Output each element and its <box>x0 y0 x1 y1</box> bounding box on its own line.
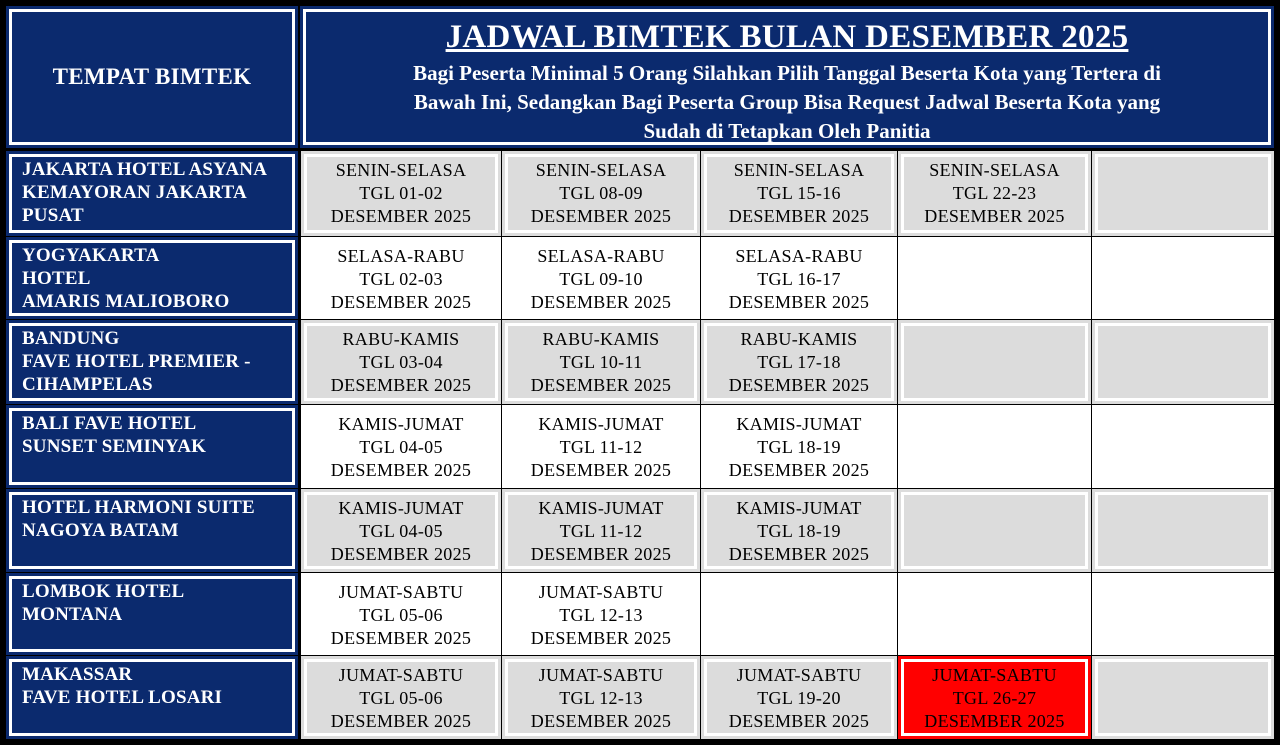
schedule-days: SELASA-RABU <box>537 246 665 266</box>
schedule-cell <box>301 405 501 488</box>
empty-schedule-cell <box>1092 489 1274 572</box>
schedule-month: DESEMBER 2025 <box>728 460 870 480</box>
venue-cell <box>6 405 298 488</box>
subtitle-line: Sudah di Tetapkan Oleh Panitia <box>643 119 931 143</box>
schedule-dates: TGL 04-05 <box>359 437 443 457</box>
schedule-cell <box>502 656 700 739</box>
venue-name-line: HOTEL HARMONI SUITE <box>22 497 255 518</box>
schedule-dates: TGL 18-19 <box>757 437 841 457</box>
empty-schedule-cell <box>701 573 897 655</box>
schedule-cell <box>301 320 501 404</box>
schedule-cell <box>701 320 897 404</box>
schedule-cell <box>301 237 501 319</box>
empty-schedule-cell <box>1092 573 1274 655</box>
empty-schedule-cell <box>898 405 1091 488</box>
schedule-days: JUMAT-SABTU <box>338 665 464 685</box>
subtitle-line: Bawah Ini, Sedangkan Bagi Peserta Group Bisa Request Jadwal Beserta Kota yang <box>413 90 1161 114</box>
venue-cell <box>6 656 298 739</box>
schedule-dates: TGL 26-27 <box>952 688 1037 708</box>
schedule-cell <box>502 237 700 319</box>
schedule-month: DESEMBER 2025 <box>728 711 870 731</box>
venue-name-line: PUSAT <box>22 205 84 226</box>
schedule-cell <box>301 656 501 739</box>
schedule-cell <box>502 405 700 488</box>
schedule-cell <box>502 489 700 572</box>
schedule-dates: TGL 22-23 <box>952 183 1037 203</box>
venue-name-line: FAVE HOTEL LOSARI <box>22 687 223 708</box>
venue-cell <box>6 573 298 655</box>
schedule-dates: TGL 18-19 <box>757 521 841 541</box>
schedule-days: JUMAT-SABTU <box>338 582 464 602</box>
schedule-days: JUMAT-SABTU <box>932 665 1057 685</box>
schedule-month: DESEMBER 2025 <box>530 628 672 648</box>
schedule-days: SENIN-SELASA <box>535 160 667 180</box>
schedule-dates: TGL 01-02 <box>359 183 443 203</box>
empty-schedule-cell <box>898 489 1091 572</box>
schedule-month: DESEMBER 2025 <box>330 711 472 731</box>
schedule-dates: TGL 03-04 <box>359 352 443 372</box>
schedule-month: DESEMBER 2025 <box>330 206 472 226</box>
venue-name-line: AMARIS MALIOBORO <box>22 291 230 312</box>
schedule-dates: TGL 16-17 <box>757 269 841 289</box>
schedule-cell <box>301 573 501 655</box>
schedule-days: KAMIS-JUMAT <box>538 498 664 518</box>
venue-name-line: LOMBOK HOTEL <box>22 581 185 602</box>
schedule-cell <box>701 405 897 488</box>
schedule-dates: TGL 15-16 <box>757 183 841 203</box>
schedule-dates: TGL 05-06 <box>359 688 443 708</box>
venue-column-header <box>6 6 298 148</box>
schedule-days: JUMAT-SABTU <box>538 665 664 685</box>
empty-schedule-cell <box>898 237 1091 319</box>
schedule-cell <box>898 151 1091 236</box>
venue-name-line: SUNSET SEMINYAK <box>22 436 207 457</box>
schedule-cell <box>898 656 1091 739</box>
venue-name-line: CIHAMPELAS <box>22 374 153 395</box>
schedule-month: DESEMBER 2025 <box>530 375 672 395</box>
schedule-dates: TGL 08-09 <box>559 183 643 203</box>
schedule-dates: TGL 05-06 <box>359 605 443 625</box>
schedule-cell <box>701 237 897 319</box>
venue-name-line: YOGYAKARTA <box>22 245 160 266</box>
schedule-days: SELASA-RABU <box>735 246 863 266</box>
empty-schedule-cell <box>1092 237 1274 319</box>
empty-schedule-cell <box>1092 151 1274 236</box>
schedule-month: DESEMBER 2025 <box>530 544 672 564</box>
venue-name-line: JAKARTA HOTEL ASYANA <box>22 159 268 180</box>
schedule-month: DESEMBER 2025 <box>728 375 870 395</box>
venue-cell <box>6 320 298 404</box>
schedule-days: KAMIS-JUMAT <box>736 414 862 434</box>
schedule-dates: TGL 04-05 <box>359 521 443 541</box>
venue-name-line: HOTEL <box>22 268 91 289</box>
schedule-dates: TGL 12-13 <box>559 688 643 708</box>
schedule-dates: TGL 19-20 <box>757 688 841 708</box>
venue-name-line: NAGOYA BATAM <box>22 520 179 541</box>
schedule-days: KAMIS-JUMAT <box>538 414 664 434</box>
schedule-dates: TGL 12-13 <box>559 605 643 625</box>
schedule-month: DESEMBER 2025 <box>530 292 672 312</box>
schedule-header <box>300 6 1274 148</box>
schedule-days: RABU-KAMIS <box>740 329 858 349</box>
schedule-cell <box>701 151 897 236</box>
schedule-days: KAMIS-JUMAT <box>338 414 464 434</box>
subtitle-line: Bagi Peserta Minimal 5 Orang Silahkan Pilih Tanggal Beserta Kota yang Tertera di <box>413 61 1161 85</box>
schedule-days: SELASA-RABU <box>337 246 465 266</box>
empty-schedule-cell <box>1092 320 1274 404</box>
schedule-dates: TGL 09-10 <box>559 269 643 289</box>
schedule-month: DESEMBER 2025 <box>530 206 672 226</box>
schedule-month: DESEMBER 2025 <box>330 292 472 312</box>
schedule-dates: TGL 02-03 <box>359 269 443 289</box>
schedule-days: RABU-KAMIS <box>542 329 660 349</box>
venue-name-line: BALI FAVE HOTEL <box>22 413 197 434</box>
schedule-month: DESEMBER 2025 <box>530 711 672 731</box>
schedule-cell <box>502 573 700 655</box>
schedule-days: KAMIS-JUMAT <box>736 498 862 518</box>
empty-schedule-cell <box>1092 405 1274 488</box>
schedule-cell <box>701 489 897 572</box>
schedule-days: SENIN-SELASA <box>929 160 1060 180</box>
schedule-month: DESEMBER 2025 <box>330 460 472 480</box>
schedule-title: JADWAL BIMTEK BULAN DESEMBER 2025 <box>445 19 1129 55</box>
schedule-month: DESEMBER 2025 <box>924 711 1065 731</box>
schedule-days: RABU-KAMIS <box>342 329 460 349</box>
schedule-cell <box>502 320 700 404</box>
schedule-month: DESEMBER 2025 <box>330 375 472 395</box>
schedule-days: SENIN-SELASA <box>733 160 865 180</box>
schedule-month: DESEMBER 2025 <box>924 206 1065 226</box>
schedule-month: DESEMBER 2025 <box>728 544 870 564</box>
schedule-month: DESEMBER 2025 <box>330 628 472 648</box>
schedule-month: DESEMBER 2025 <box>530 460 672 480</box>
venue-name-line: MAKASSAR <box>22 664 133 685</box>
schedule-dates: TGL 17-18 <box>757 352 841 372</box>
venue-cell <box>6 237 298 319</box>
schedule-days: JUMAT-SABTU <box>538 582 664 602</box>
schedule-dates: TGL 11-12 <box>559 437 643 457</box>
schedule-cell <box>701 656 897 739</box>
venue-name-line: FAVE HOTEL PREMIER - <box>22 351 251 372</box>
schedule-month: DESEMBER 2025 <box>330 544 472 564</box>
schedule-days: JUMAT-SABTU <box>736 665 862 685</box>
schedule-month: DESEMBER 2025 <box>728 206 870 226</box>
schedule-cell <box>502 151 700 236</box>
schedule-subtitle <box>300 59 1274 146</box>
venue-cell <box>6 151 298 236</box>
venue-column-header-label: TEMPAT BIMTEK <box>52 64 252 89</box>
schedule-days: KAMIS-JUMAT <box>338 498 464 518</box>
schedule-cell <box>301 489 501 572</box>
empty-schedule-cell <box>898 573 1091 655</box>
empty-schedule-cell <box>1092 656 1274 739</box>
empty-schedule-cell <box>898 320 1091 404</box>
venue-cell <box>6 489 298 572</box>
schedule-dates: TGL 10-11 <box>559 352 643 372</box>
schedule-month: DESEMBER 2025 <box>728 292 870 312</box>
schedule-days: SENIN-SELASA <box>335 160 467 180</box>
venue-name-line: KEMAYORAN JAKARTA <box>22 182 247 203</box>
venue-name-line: BANDUNG <box>22 328 120 349</box>
schedule-cell <box>301 151 501 236</box>
schedule-dates: TGL 11-12 <box>559 521 643 541</box>
venue-name-line: MONTANA <box>22 604 123 625</box>
